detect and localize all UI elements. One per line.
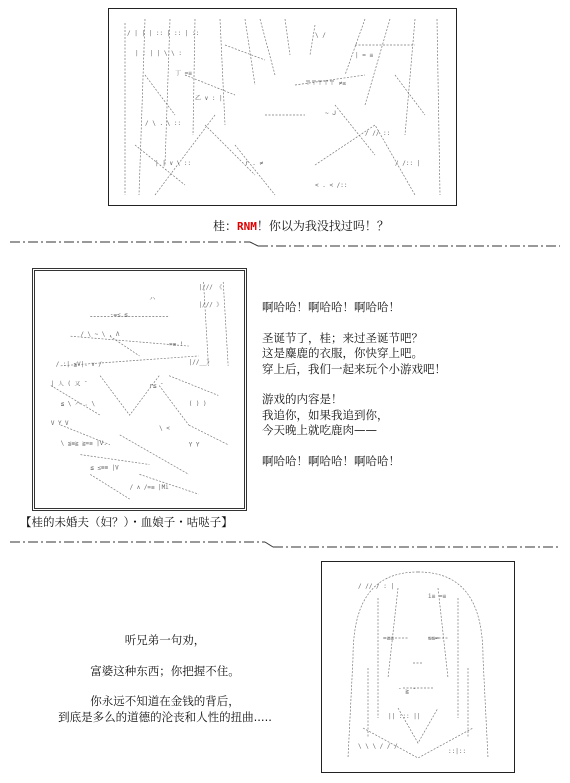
caption-text: ！你以为我没找过吗！？ [256,219,389,233]
svg-text:Y Y: Y Y [188,442,200,449]
speech-line: 圣诞节了，桂；来过圣诞节吧？ [262,330,423,345]
svg-text:~ ᒍ: ~ ᒍ [325,110,336,117]
quote-line: 听兄弟一句劝， [124,633,206,647]
svg-text:/ ∧ /=≡ |Mi: / ∧ /=≡ |Mi [129,485,169,492]
svg-text:/ // ::: / // :: [365,130,391,137]
svg-text:\ \ \ / / /: \ \ \ / / / [358,743,398,750]
ascii-art-panel-1 [108,8,457,206]
svg-text:|//__》: |//__》 [188,359,213,366]
speech-line: 游戏的内容是！ [262,392,343,406]
ascii-art-panel-2 [32,268,247,511]
quote-line: 富婆这种东西；你把握不住。 [90,663,240,678]
svg-text:\ <: \ < [159,425,170,432]
speech-line: 我追你，如果我追到你， [262,407,389,422]
svg-text:r . ≠: r . ≠ [245,160,264,167]
quote-line: 你永远不知道在金钱的背后， [90,694,240,708]
character-label: 【桂的未婚夫（妇？）・血娘子・咕哒子】 [20,515,233,529]
ascii-art-figure-1 [115,15,450,199]
svg-text:V Y V: V Y V [50,421,69,428]
svg-text:|| ::: ||: || ::: || [388,713,421,720]
ascii-art-panel-3 [321,561,515,773]
caption-speaker: 桂： [213,219,238,233]
speech-line: 这是麋鹿的衣服，你快穿上吧。 [262,346,423,360]
svg-text:\ ≦≡≧ ≧=≡ |V.: \ ≦≡≧ ≧=≡ |V. [60,440,107,447]
panel-3-quote [20,633,310,725]
svg-text:乙 ∨ : |: 乙 ∨ : | [195,95,223,102]
svg-text:| | ∨ \ ::: | | ∨ \ :: [155,160,192,167]
speech-line: 啊哈哈！啊哈哈！啊哈哈！ [262,300,400,314]
panel-1-caption [213,218,389,235]
svg-text:( ) ): ( ) ) [188,401,207,408]
section-divider-1 [10,238,560,248]
quote-line: 到底是多么的道德的沦丧和人性的扭曲..... [58,709,272,724]
svg-text:< . < /::: < . < /:: [315,182,348,189]
svg-text:/ \ . \ ::: / \ . \ :: [145,120,182,127]
svg-text:=≡ !: =≡ ! [169,342,184,349]
svg-text:=≡≡: =≡≡ [383,635,394,642]
ascii-art-figure-3 [328,568,508,766]
svg-text:|/// 》: |/// 》 [198,302,223,309]
panel-2-speech [262,300,446,469]
svg-text:/ // / : |: / // / : | [358,583,395,590]
svg-text:r≦ ¯: r≦ ¯ [149,383,164,390]
ascii-art-figure-2 [41,277,238,502]
caption-red-text: RNM [237,220,257,233]
svg-text:≦ ≤≡≡ |V: ≦ ≤≡≡ |V [90,465,119,472]
svg-text:/ /:: |: / /:: | [395,160,421,167]
speech-line: 穿上后，我们一起来玩个小游戏吧！ [262,361,446,376]
svg-text:≦ \ ハ . \: ≦ \ ハ . \ [60,401,96,408]
svg-text:| = ≡: | = ≡ [355,52,374,59]
speech-line: 今天晚上就吃鹿肉—— [262,423,377,437]
svg-text:-=≤ ≦: -=≤ ≦ [109,312,128,319]
speech-line: 啊哈哈！啊哈哈！啊哈哈！ [262,453,400,468]
svg-text:::|::: ::|:: [448,748,467,755]
svg-text:| : | | \ \ :: | : | | \ \ : [135,50,182,57]
svg-text:ハ: ハ [149,296,156,303]
svg-text:| 人 ( 又 ¯: | 人 ( 又 ¯ [50,381,88,388]
svg-text:/ | | | :: | :: | ::: / | | | :: | :: | :: [127,30,200,37]
svg-text:/ :| ≦V|. ∨ /: / :| ≦V|. ∨ / [55,361,102,368]
svg-text:〒〒〒〒〒 ≠≤: 〒〒〒〒〒 ≠≤ [305,80,346,87]
svg-text:|/// 《: |/// 《 [198,284,223,291]
svg-text:i≡ =≡: i≡ =≡ [428,593,447,600]
svg-text:/ \ ~ \ . Λ: / \ ~ \ . Λ [80,332,120,339]
svg-text:¯ ≧ ¯: ¯ ≧ ¯ [398,688,417,695]
svg-text:丁 =≡: 丁 =≡ [175,70,192,77]
svg-text:\ /: \ / [315,32,326,39]
section-divider-2 [10,539,560,549]
svg-text:≡≡=: ≡≡= [428,635,439,642]
